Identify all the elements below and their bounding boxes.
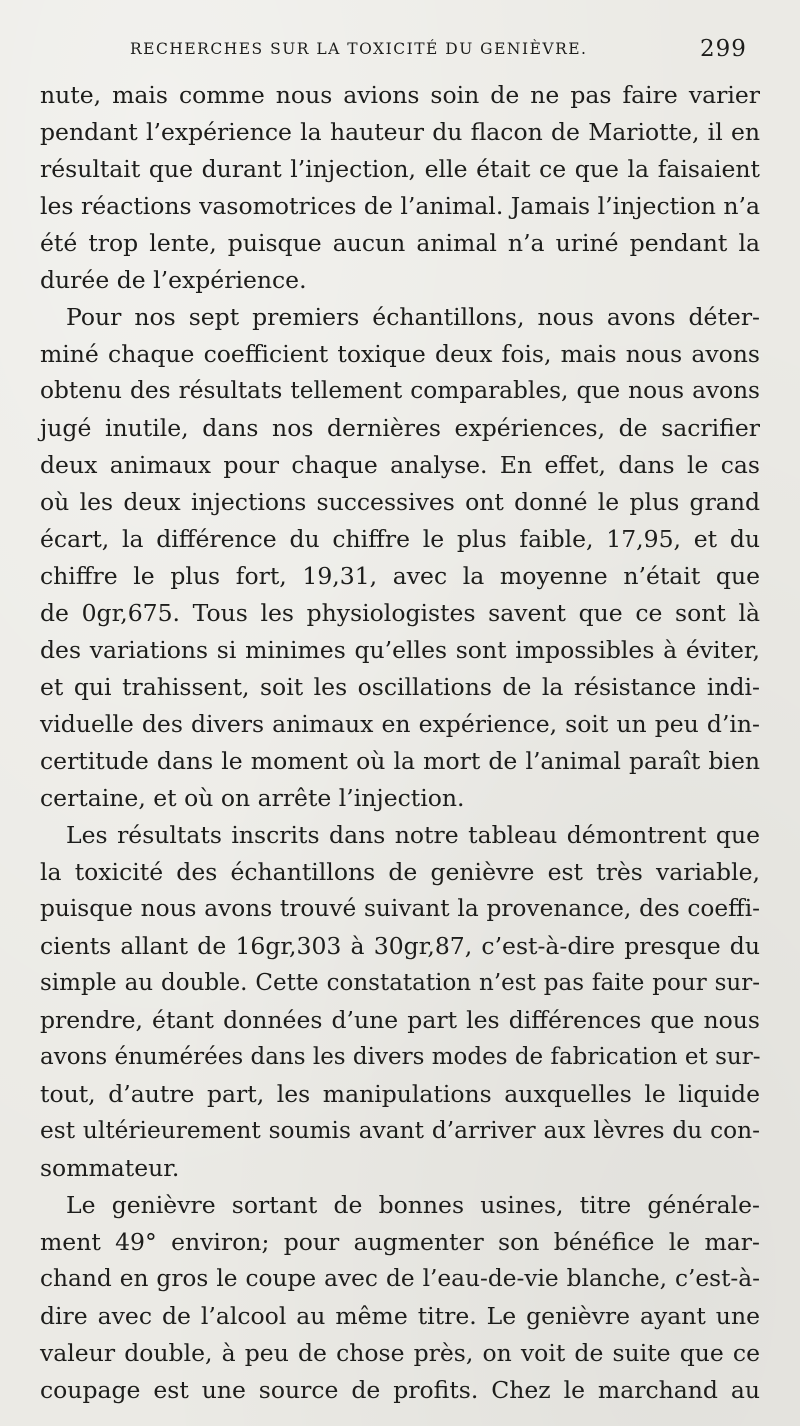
- text-line: viduelle des divers animaux en expérience, soit un peu d’in-: [40, 710, 760, 738]
- text-line: valeur double, à peu de chose près, on voit de suite que ce: [40, 1339, 760, 1367]
- text-line: les réactions vasomotrices de l’animal. Jamais l’injection n’a: [40, 192, 760, 220]
- text-line: Les résultats inscrits dans notre tableau démontrent que: [66, 821, 760, 849]
- text-line: chand en gros le coupe avec de l’eau-de-vie blanche, c’est-à-: [40, 1265, 760, 1292]
- text-line: écart, la différence du chiffre le plus faible, 17,95, et du: [40, 525, 760, 553]
- text-line: Le genièvre sortant de bonnes usines, titre générale-: [66, 1191, 760, 1219]
- text-line: certitude dans le moment où la mort de l’animal paraît bien: [40, 747, 760, 775]
- text-line: deux animaux pour chaque analyse. En effet, dans le cas: [40, 451, 760, 479]
- text-line: où les deux injections successives ont donné le plus grand: [40, 488, 760, 516]
- text-line: Pour nos sept premiers échantillons, nous avons déter-: [66, 303, 760, 331]
- text-line: simple au double. Cette constatation n’est pas faite pour sur-: [40, 970, 760, 996]
- page-header: [0, 34, 800, 64]
- text-line: avons énumérées dans les divers modes de fabrication et sur-: [40, 1044, 761, 1070]
- text-line: miné chaque coefficient toxique deux fois, mais nous avons: [40, 340, 760, 368]
- text-line: dire avec de l’alcool au même titre. Le genièvre ayant une: [40, 1302, 760, 1330]
- text-line: durée de l’expérience.: [40, 266, 307, 294]
- text-line: chiffre le plus fort, 19,31, avec la moyenne n’était que: [40, 562, 760, 590]
- text-line: puisque nous avons trouvé suivant la provenance, des coeffi-: [40, 895, 760, 922]
- text-line: résultait que durant l’injection, elle était ce que la faisaient: [40, 155, 760, 183]
- text-line: est ultérieurement soumis avant d’arriver aux lèvres du con-: [40, 1117, 760, 1144]
- text-line: tout, d’autre part, les manipulations auxquelles le liquide: [40, 1080, 760, 1108]
- page-number: 299: [700, 36, 747, 62]
- text-line: ment 49° environ; pour augmenter son bénéfice le mar-: [40, 1228, 760, 1256]
- text-line: sommateur.: [40, 1154, 180, 1182]
- text-line: la toxicité des échantillons de genièvre est très variable,: [40, 858, 760, 886]
- text-line: des variations si minimes qu’elles sont impossibles à éviter,: [40, 636, 760, 664]
- text-line: coupage est une source de profits. Chez le marchand au: [40, 1376, 760, 1404]
- running-head: RECHERCHES SUR LA TOXICITÉ DU GENIÈVRE.: [130, 40, 588, 58]
- text-line: de 0gr,675. Tous les physiologistes savent que ce sont là: [40, 599, 760, 627]
- text-line: prendre, étant données d’une part les différences que nous: [40, 1006, 760, 1034]
- text-line: jugé inutile, dans nos dernières expériences, de sacrifier: [40, 414, 760, 442]
- text-line: cients allant de 16gr,303 à 30gr,87, c’est-à-dire presque du: [40, 932, 760, 960]
- text-line: nute, mais comme nous avions soin de ne pas faire varier: [40, 81, 760, 109]
- text-line: certaine, et où on arrête l’injection.: [40, 784, 465, 812]
- text-line: pendant l’expérience la hauteur du flacon de Mariotte, il en: [40, 118, 760, 146]
- text-line: et qui trahissent, soit les oscillations de la résistance indi-: [40, 673, 760, 701]
- text-line: été trop lente, puisque aucun animal n’a uriné pendant la: [40, 229, 760, 257]
- text-line: obtenu des résultats tellement comparables, que nous avons: [40, 377, 760, 404]
